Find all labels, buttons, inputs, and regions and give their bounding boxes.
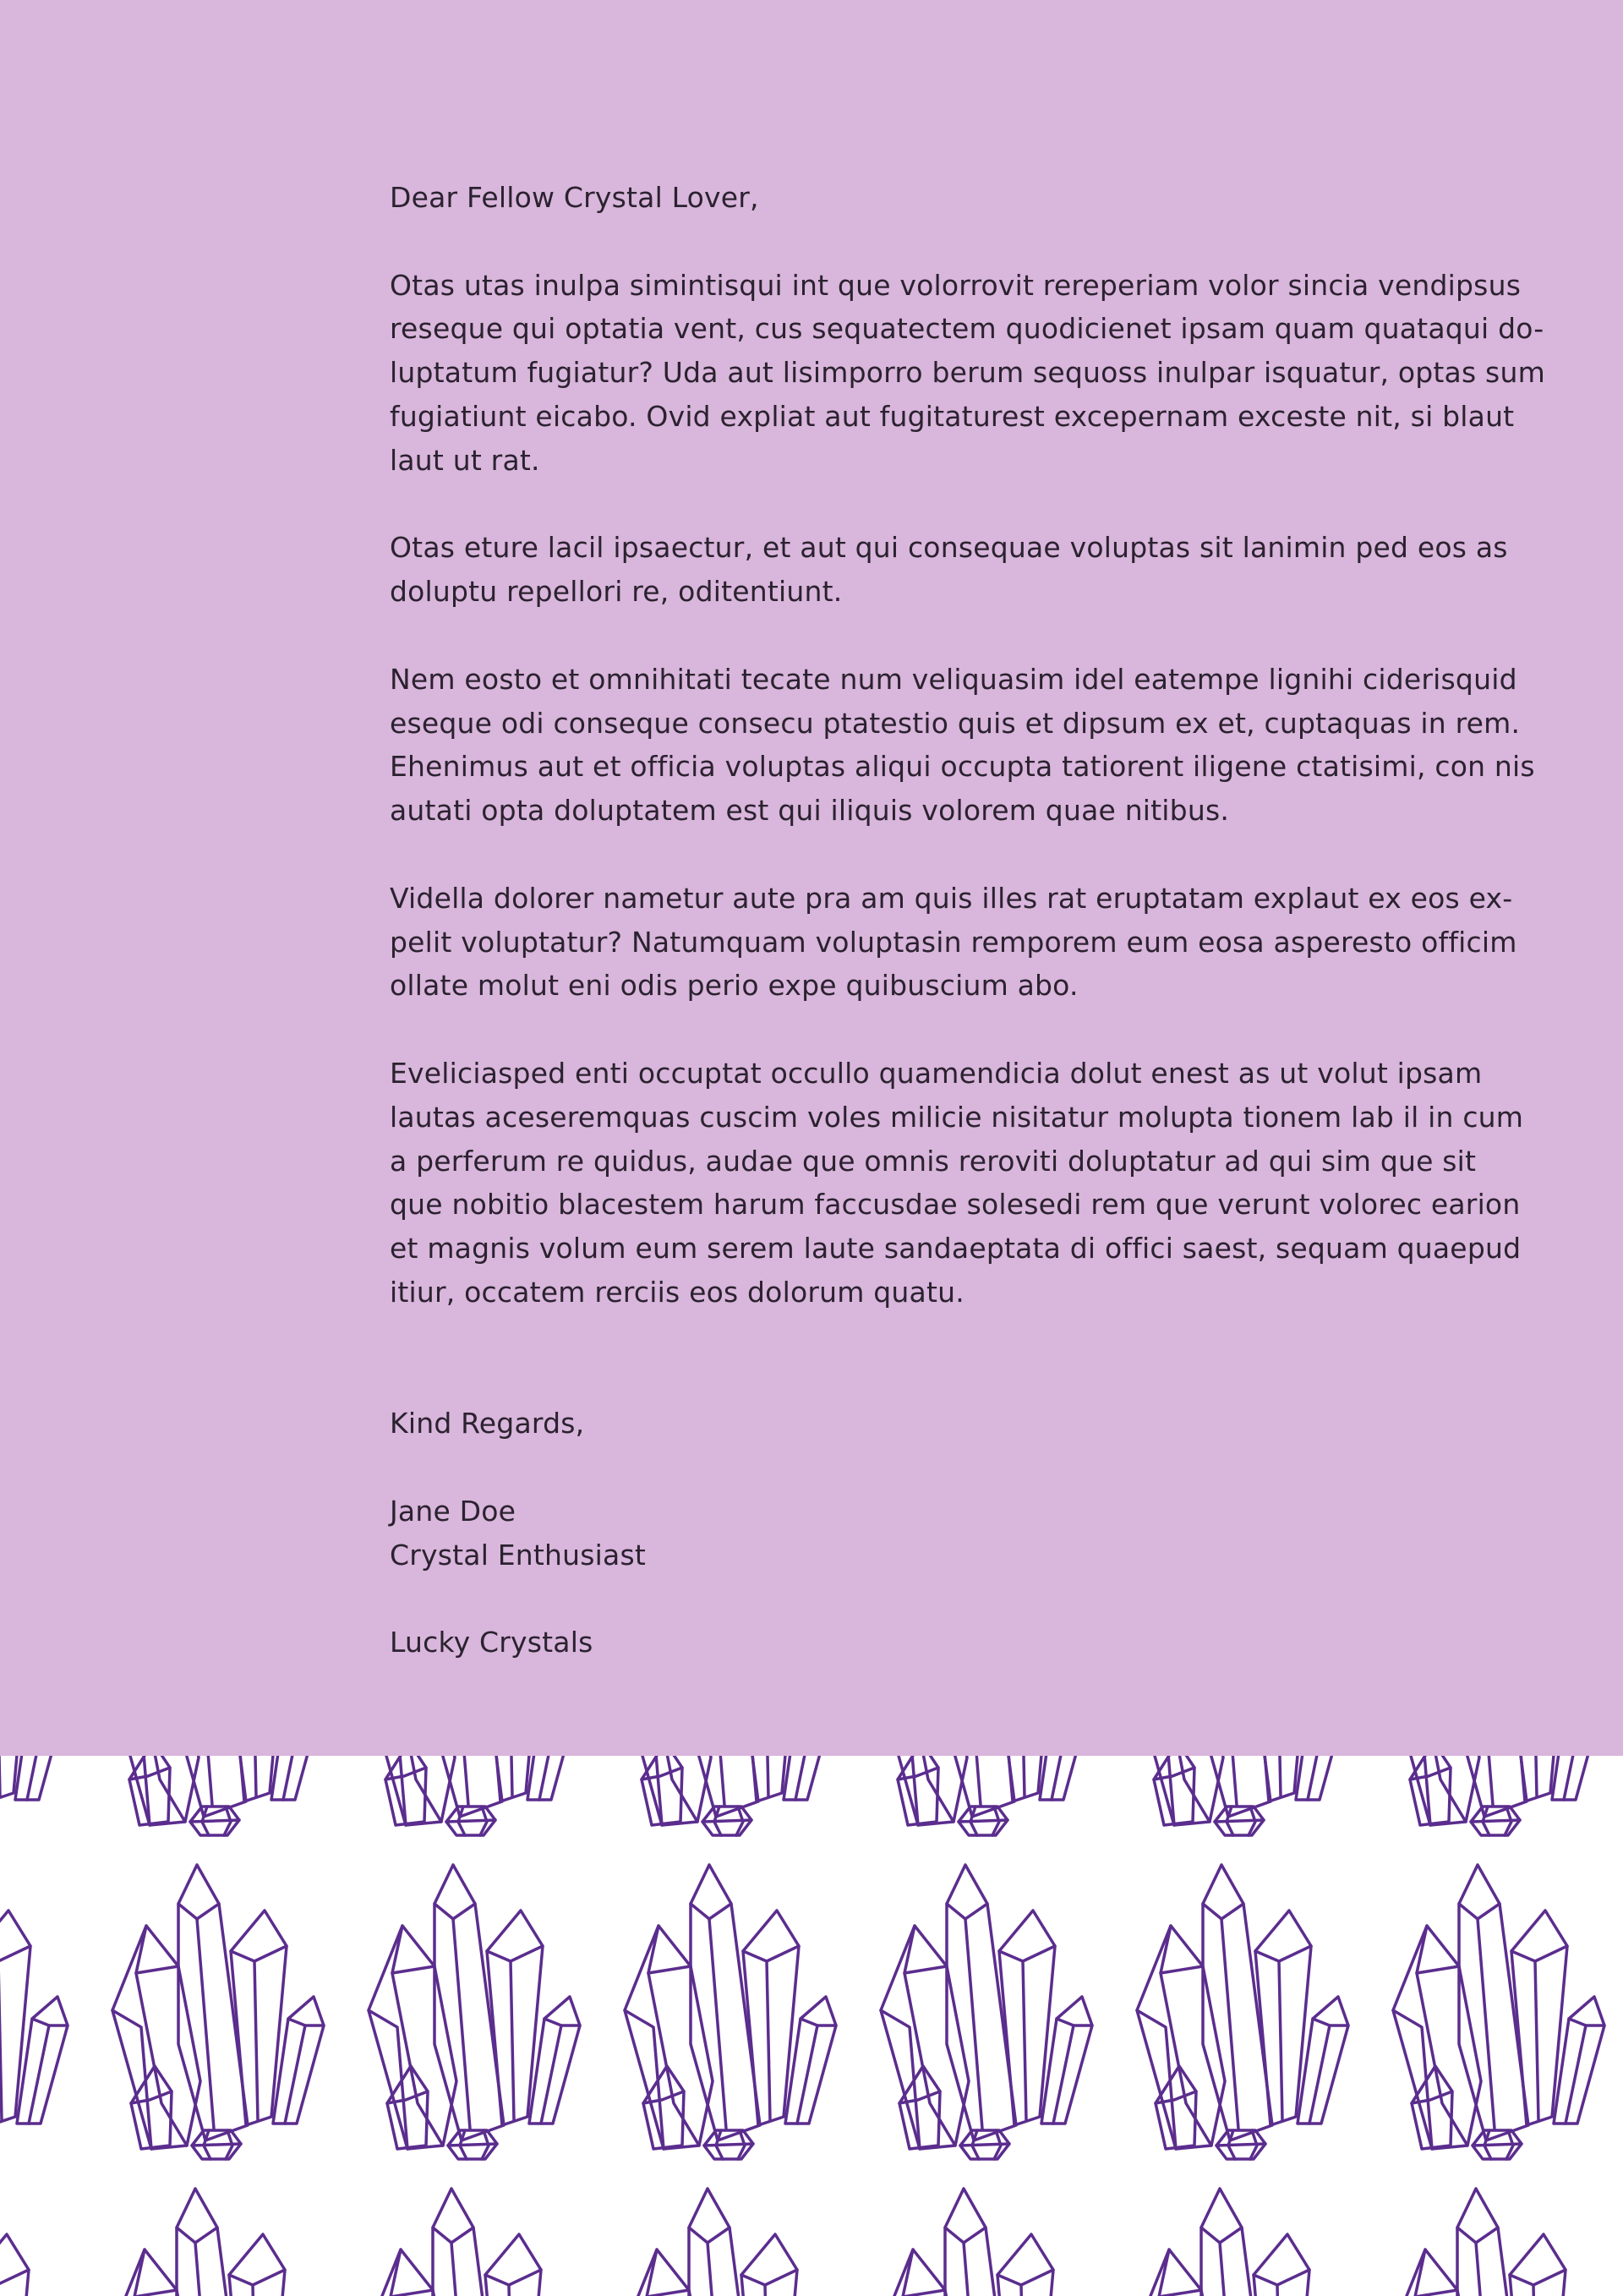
crystal-cluster-icon (1393, 1865, 1604, 2159)
crystal-cluster-icon (111, 1756, 322, 1835)
crystal-pattern-graphic (0, 1756, 1623, 2296)
crystal-cluster-icon (367, 2189, 578, 2296)
crystal-cluster-icon (879, 2189, 1090, 2296)
crystal-cluster-icon (881, 1865, 1092, 2159)
crystal-cluster-icon (1391, 2189, 1603, 2296)
crystal-cluster-icon (0, 1865, 68, 2159)
letter-body (390, 176, 1556, 1665)
crystal-cluster-icon (1137, 1865, 1348, 2159)
crystal-cluster-icon (369, 1865, 580, 2159)
crystal-cluster-icon (367, 1756, 578, 1835)
crystal-cluster-icon (879, 1756, 1090, 1835)
signature-title: Crystal Enthusiast (390, 1538, 647, 1572)
crystal-cluster-icon (112, 1865, 324, 2159)
crystal-cluster-icon (0, 2189, 66, 2296)
crystal-cluster-icon (0, 1756, 66, 1835)
crystal-cluster-icon (623, 2189, 834, 2296)
crystal-cluster-icon (1135, 1756, 1347, 1835)
closing: Kind Regards, (390, 1407, 585, 1440)
company-name: Lucky Crystals (390, 1626, 593, 1659)
paragraph-2: Otas eture lacil ipsaectur, et aut qui consequae voluptas sit lanimin ped eos as doluptu repellori re, oditentiunt. (390, 531, 1508, 609)
crystal-cluster-icon (623, 1756, 834, 1835)
crystal-cluster-icon (111, 2189, 322, 2296)
paragraph-3: Nem eosto et omnihitati tecate num veliquasim idel eatempe lignihi ciderisquid eseque odi conseque consecu ptatestio quis et dipsum ex et, cuptaquas in rem. Ehenimus aut et officia voluptas aliqui occupta tatiorent iligene ctatisimi, con nis autati opta doluptatem est qui iliquis volorem quae nitibus. (390, 662, 1535, 828)
paragraph-5: Eveliciasped enti occuptat occullo quamendicia dolut enest as ut volut ipsam lautas aceseremquas cuscim voles milicie nisitatur molupta tionem lab il in cum a perferum re quidus, audae que omnis reroviti doluptatur ad qui sim que sit que nobitio blacestem harum faccusdae solesedi rem que verunt volorec earion et magnis volum eum serem laute sandaeptata di offici saest, sequam quaepud itiur, occatem rerciis eos dolorum quatu. (390, 1056, 1524, 1309)
crystal-pattern (0, 1756, 1623, 2296)
paragraph-1: Otas utas inulpa simintisqui int que volorrovit rereperiam volor sincia vendipsus reseque qui optatia vent, cus sequatectem quodicienet ipsam quam quataqui do- luptatum fugiatur? Uda aut lisimporro berum sequoss inulpar isquatur, optas sum fugiatiunt eicabo. Ovid expliat aut fugitaturest excepernam exceste nit, si blaut laut ut rat. (390, 268, 1545, 477)
signature-name: Jane Doe (390, 1494, 516, 1528)
crystal-cluster-icon (1135, 2189, 1347, 2296)
crystal-cluster-icon (1391, 1756, 1603, 1835)
paragraph-4: Vidella dolorer nametur aute pra am quis illes rat eruptatam explaut ex eos ex- pelit voluptatur? Natumquam voluptasin remporem eum eosa asperesto officim ollate molut eni odis perio expe quibuscium abo. (390, 881, 1517, 1003)
crystal-cluster-icon (625, 1865, 836, 2159)
salutation: Dear Fellow Crystal Lover, (390, 181, 759, 214)
